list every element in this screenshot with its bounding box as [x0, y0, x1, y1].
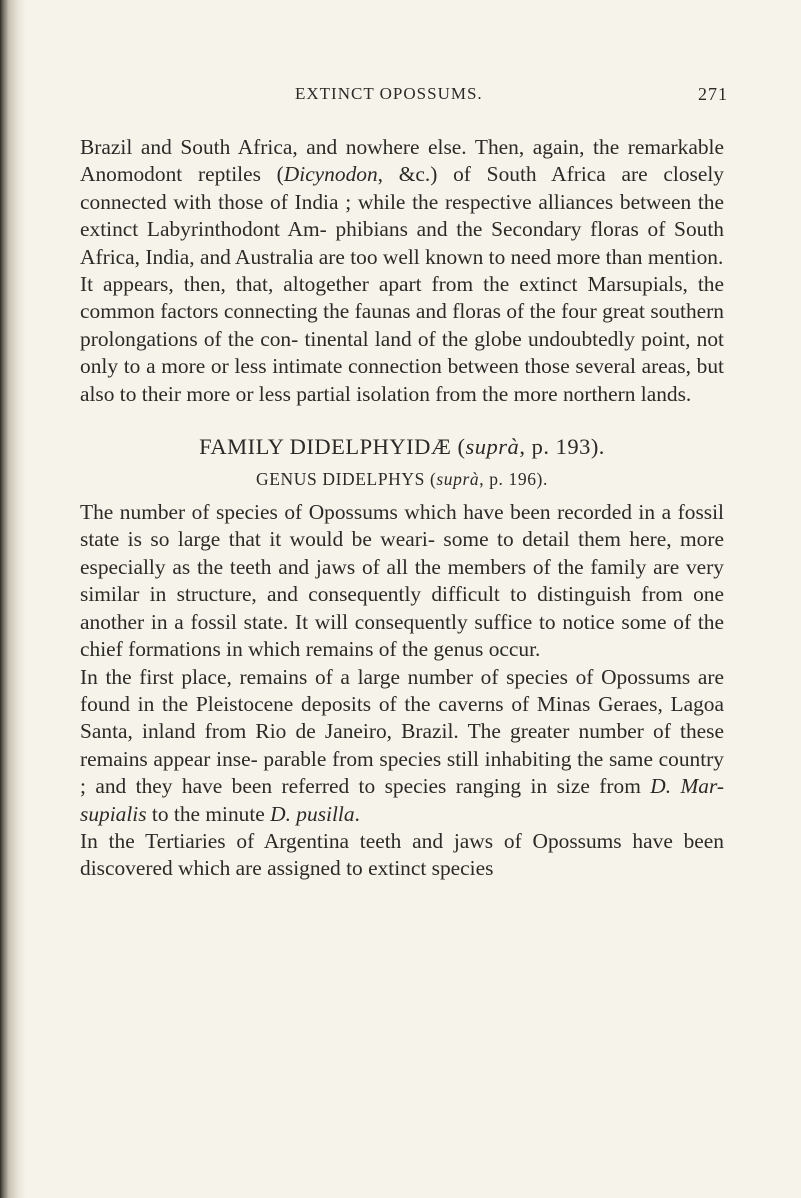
paragraph-4-text-a: In the first place, remains of a large number of species of Opossums are found in the Pleistocene deposits of the caverns of Minas Geraes, Lagoa Santa, inland from Rio de Janeiro, Brazil. The greater number of these remains appear inse- parable from species still inhabiting the same country ; and they have been referred to species ranging in size from — [80, 664, 724, 799]
genus-heading — [80, 466, 724, 493]
book-spine-shadow — [0, 0, 26, 1198]
genus-heading-page: , p. 196). — [479, 469, 548, 490]
paragraph-4-text-c: . — [354, 801, 360, 826]
paragraph-4 — [80, 664, 724, 828]
family-heading — [80, 432, 724, 462]
genus-heading-ref: suprà — [436, 469, 480, 490]
paragraph-4-italic-marsupialis: D. Mar- supialis — [80, 774, 724, 826]
running-head — [0, 84, 801, 108]
family-heading-page: , p. 193). — [519, 434, 605, 460]
paragraph-1-text-a: Brazil and South Africa, and nowhere else. Then, again, the remarkable Anomodont reptiles ( — [80, 135, 724, 187]
paragraph-3: The number of species of Opossums which have been recorded in a fossil state is so large that it would be weari- some to detail them here, more especially as the teeth and jaws of all the members of the family are very similar in structure, and consequently difficult to distinguish from one another in a fossil state. It will consequently suffice to notice some of the chief formations in which remains of the genus occur. — [80, 500, 724, 662]
genus-heading-name: GENUS DIDELPHYS ( — [256, 469, 437, 490]
page-number: 271 — [698, 84, 728, 104]
running-title: EXTINCT OPOSSUMS. — [295, 84, 483, 103]
paragraph-4-italic-pusilla: D. pusilla — [270, 801, 355, 826]
body-text — [80, 134, 724, 883]
paragraph-1-text-b: , &c.) of South Africa are closely connected with those of India ; while the respective alliances between the extinct Labyrinthodont Am- phibians and the Secondary floras of South Africa, India, and Australia are too well known to need more than mention. — [80, 162, 724, 269]
paragraph-1-italic-dicynodon: Dicynodon — [283, 162, 378, 187]
family-heading-ref: suprà — [465, 434, 520, 460]
paragraph-1 — [80, 134, 724, 271]
paragraph-2: It appears, then, that, altogether apart from the extinct Marsupials, the common factors connecting the faunas and floras of the four great southern prolongations of the con- tinental land of the globe undoubtedly point, not only to a more or less intimate connection between those several areas, but also to their more or less partial isolation from the more northern lands. — [80, 272, 724, 406]
family-heading-name: FAMILY DIDELPHYIDÆ ( — [199, 434, 466, 460]
paragraph-5: In the Tertiaries of Argentina teeth and jaws of Opossums have been discovered which are assigned to extinct species — [80, 828, 724, 881]
paragraph-4-text-b: to the minute — [146, 801, 271, 826]
